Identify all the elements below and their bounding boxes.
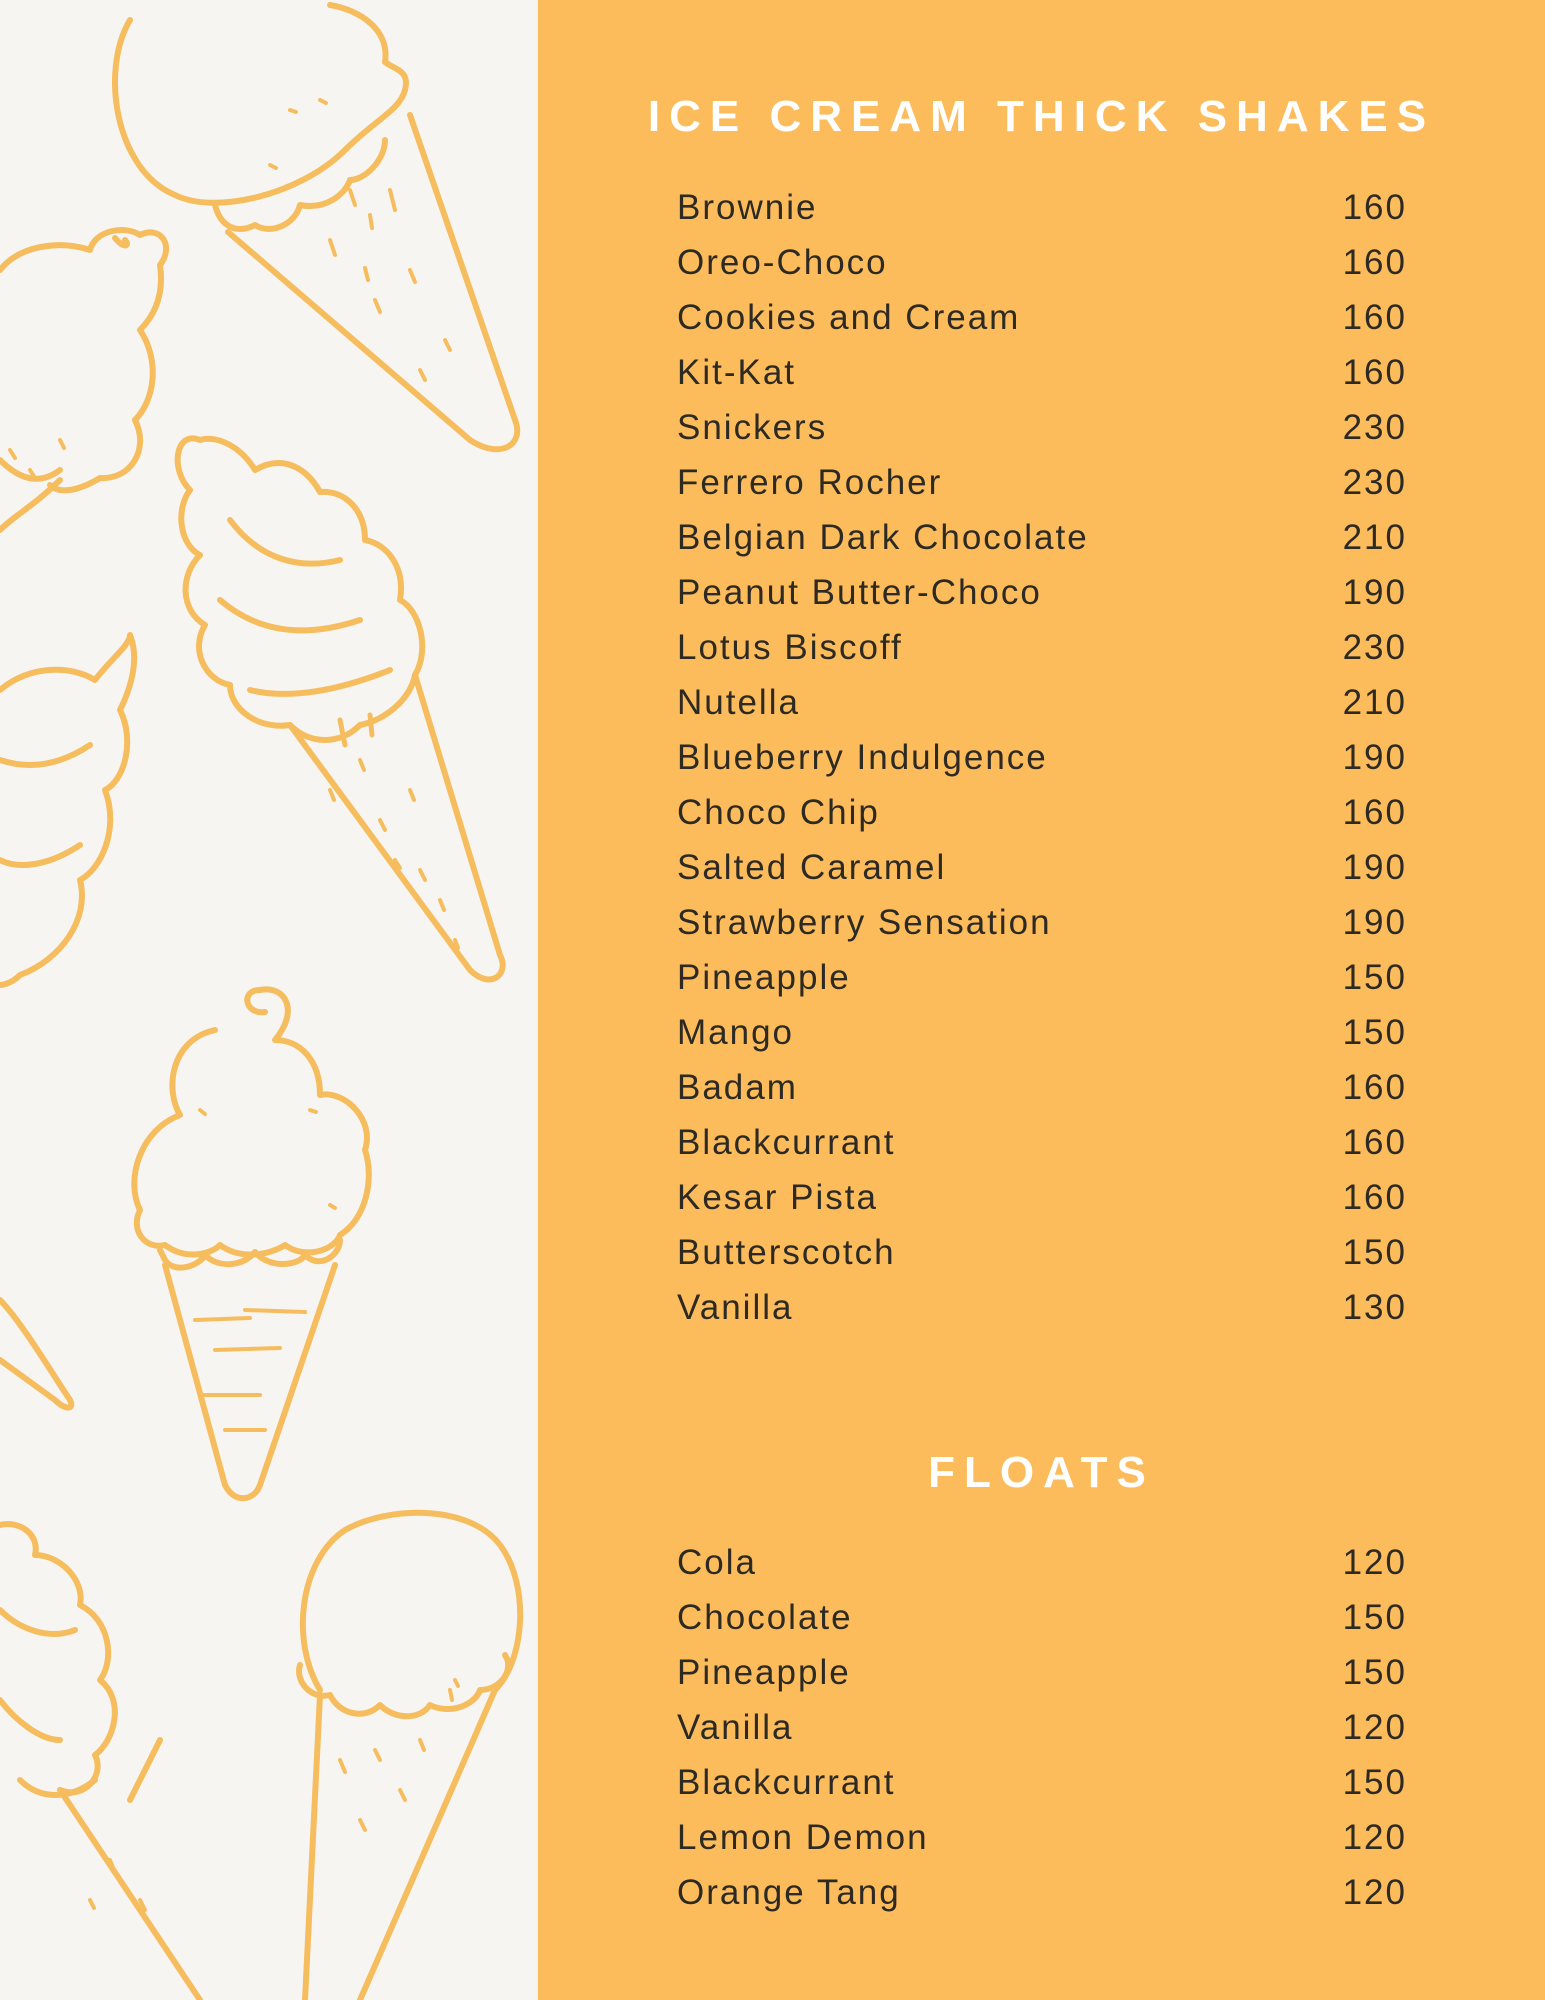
thick-shakes-list	[677, 180, 1407, 1335]
item-name: Choco Chip	[677, 792, 880, 832]
item-name: Belgian Dark Chocolate	[677, 517, 1089, 557]
item-price: 230	[1342, 407, 1407, 447]
menu-item	[677, 1535, 1407, 1590]
item-price: 160	[1342, 1177, 1407, 1217]
item-name: Lemon Demon	[677, 1817, 929, 1857]
item-name: Butterscotch	[677, 1232, 896, 1272]
item-name: Vanilla	[677, 1707, 794, 1747]
menu-item	[677, 1225, 1407, 1280]
item-name: Cola	[677, 1542, 757, 1582]
menu-item	[677, 1060, 1407, 1115]
item-price: 150	[1342, 1597, 1407, 1637]
menu-item	[677, 235, 1407, 290]
ice-cream-cone-icon	[115, 5, 517, 449]
item-name: Snickers	[677, 407, 828, 447]
item-price: 230	[1342, 627, 1407, 667]
item-price: 120	[1342, 1817, 1407, 1857]
menu-item	[677, 730, 1407, 785]
item-price: 120	[1342, 1542, 1407, 1582]
menu-item	[677, 1810, 1407, 1865]
menu-item	[677, 1755, 1407, 1810]
menu-item	[677, 1115, 1407, 1170]
ice-cream-cone-icon	[0, 635, 134, 1408]
item-name: Oreo-Choco	[677, 242, 888, 282]
item-price: 150	[1342, 957, 1407, 997]
section-title-thick-shakes: ICE CREAM THICK SHAKES	[647, 92, 1436, 141]
menu-item	[677, 840, 1407, 895]
item-name: Blackcurrant	[677, 1762, 896, 1802]
item-price: 150	[1342, 1232, 1407, 1272]
ice-cream-cone-icon	[178, 438, 503, 979]
item-name: Blackcurrant	[677, 1122, 896, 1162]
item-name: Mango	[677, 1012, 795, 1052]
item-name: Brownie	[677, 187, 818, 227]
item-name: Pineapple	[677, 1652, 851, 1692]
item-name: Lotus Biscoff	[677, 627, 903, 667]
menu-item	[677, 1170, 1407, 1225]
ice-cream-cone-icon	[0, 1524, 200, 2000]
ice-cream-cones-illustration	[0, 0, 538, 2000]
item-price: 150	[1342, 1652, 1407, 1692]
menu-panel	[538, 0, 1545, 2000]
item-price: 160	[1342, 1067, 1407, 1107]
item-name: Pineapple	[677, 957, 851, 997]
menu-item	[677, 950, 1407, 1005]
item-name: Chocolate	[677, 1597, 853, 1637]
ice-cream-cone-icon	[134, 989, 369, 1498]
item-name: Blueberry Indulgence	[677, 737, 1048, 777]
ice-cream-cone-icon	[299, 1513, 520, 2000]
item-name: Kesar Pista	[677, 1177, 878, 1217]
item-price: 160	[1342, 187, 1407, 227]
floats-list	[677, 1535, 1407, 1920]
illustration-panel	[0, 0, 538, 2000]
item-price: 190	[1342, 902, 1407, 942]
item-price: 160	[1342, 297, 1407, 337]
menu-item	[677, 620, 1407, 675]
item-price: 150	[1342, 1762, 1407, 1802]
section-title-floats: FLOATS	[928, 1448, 1155, 1497]
item-price: 160	[1342, 1122, 1407, 1162]
item-name: Strawberry Sensation	[677, 902, 1052, 942]
menu-item	[677, 785, 1407, 840]
menu-item	[677, 1005, 1407, 1060]
ice-cream-cone-icon	[0, 230, 166, 530]
item-price: 230	[1342, 462, 1407, 502]
item-name: Cookies and Cream	[677, 297, 1021, 337]
menu-item	[677, 565, 1407, 620]
item-price: 210	[1342, 682, 1407, 722]
item-price: 120	[1342, 1872, 1407, 1912]
menu-item	[677, 455, 1407, 510]
item-price: 160	[1342, 352, 1407, 392]
item-price: 150	[1342, 1012, 1407, 1052]
item-name: Vanilla	[677, 1287, 794, 1327]
menu-item	[677, 400, 1407, 455]
menu-item	[677, 1700, 1407, 1755]
item-price: 190	[1342, 847, 1407, 887]
menu-item	[677, 895, 1407, 950]
menu-item	[677, 1865, 1407, 1920]
item-price: 190	[1342, 737, 1407, 777]
menu-item	[677, 345, 1407, 400]
item-price: 160	[1342, 242, 1407, 282]
menu-item	[677, 510, 1407, 565]
menu-item	[677, 180, 1407, 235]
item-name: Orange Tang	[677, 1872, 901, 1912]
item-price: 130	[1342, 1287, 1407, 1327]
item-name: Ferrero Rocher	[677, 462, 943, 502]
menu-item	[677, 1590, 1407, 1645]
item-price: 120	[1342, 1707, 1407, 1747]
menu-item	[677, 290, 1407, 345]
menu-item	[677, 1280, 1407, 1335]
item-name: Peanut Butter-Choco	[677, 572, 1042, 612]
item-price: 190	[1342, 572, 1407, 612]
item-price: 160	[1342, 792, 1407, 832]
item-name: Salted Caramel	[677, 847, 947, 887]
item-price: 210	[1342, 517, 1407, 557]
item-name: Nutella	[677, 682, 800, 722]
item-name: Kit-Kat	[677, 352, 797, 392]
item-name: Badam	[677, 1067, 798, 1107]
menu-item	[677, 1645, 1407, 1700]
menu-item	[677, 675, 1407, 730]
